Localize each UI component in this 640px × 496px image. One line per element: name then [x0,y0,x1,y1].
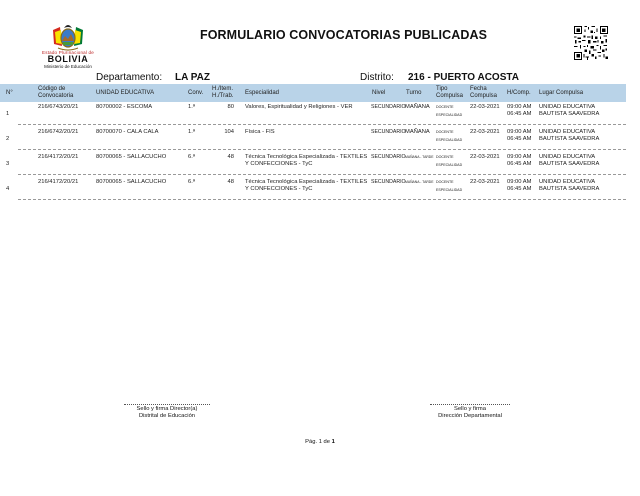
cell-horas: 80 [227,104,234,110]
cell-nivel: SECUNDARIO [371,129,406,135]
row-separator [18,149,626,150]
cell-fecha: 22-03-2021 [470,154,500,160]
cell-tipo: DOCENTE ESPECIALIDAD [436,180,463,192]
signature-left: Sello y firma Director(a) Distrital de Educación [136,406,198,419]
col-codigo: Código de Convocatoria [38,86,74,99]
cell-lugar: UNIDAD EDUCATIVA BAUTISTA SAAVEDRA [539,179,600,192]
table-row [0,179,626,207]
cell-codigo: 216/6742/20/21 [38,129,79,135]
col-hcomp: H/Comp. [507,90,531,96]
cell-tipo: DOCENTE ESPECIALIDAD [436,130,463,142]
table-row [0,104,626,132]
cell-lugar: UNIDAD EDUCATIVA BAUTISTA SAAVEDRA [539,154,600,167]
cell-fecha: 22-03-2021 [470,129,500,135]
signature-right: Sello y firma Dirección Departamental [438,406,502,419]
cell-unidad: 80700070 - CALA CALA [96,129,159,135]
cell-hcomp: 09:00 AM 06:45 AM [507,129,532,142]
cell-conv: 1.ª [188,104,195,110]
cell-conv: 6.ª [188,179,195,185]
cell-conv: 1.ª [188,129,195,135]
cell-nivel: SECUNDARIO [371,179,406,185]
cell-turno: MAÑANA [405,104,430,110]
qr-code-icon [574,26,608,60]
cell-fecha: 22-03-2021 [470,104,500,110]
col-num: N° [6,90,13,96]
cell-nivel: SECUNDARIO [371,154,406,160]
cell-unidad: 80700065 - SALLACUCHO [96,154,167,160]
cell-nivel: SECUNDARIO [371,104,406,110]
col-tipo: Tipo Compulsa [436,86,464,99]
cell-tipo: DOCENTE ESPECIALIDAD [436,155,463,167]
cell-turno: MAÑANA - TARDE [405,155,434,159]
distrito-value: 216 - PUERTO ACOSTA [408,72,519,83]
col-lugar: Lugar Compulsa [539,90,584,96]
cell-conv: 6.ª [188,154,195,160]
cell-especialidad: Física - FIS [245,129,275,135]
cell-unidad: 80700065 - SALLACUCHO [96,179,167,185]
departamento-label: Departamento: [96,72,163,83]
col-conv: Conv. [188,90,204,96]
cell-num: 3 [6,161,10,167]
col-especialidad: Especialidad [245,90,280,96]
cell-num: 1 [6,111,10,117]
col-nivel: Nivel [372,90,386,96]
cell-turno: MAÑANA - TARDE [405,180,434,184]
cell-horas: 104 [224,129,234,135]
row-separator [18,174,626,175]
cell-unidad: 80700002 - ESCOMA [96,104,153,110]
col-unidad: UNIDAD EDUCATIVA [96,90,155,96]
table-row [0,129,626,157]
logo-line1: Estado Plurinacional de [42,50,94,55]
cell-codigo: 216/6743/20/21 [38,104,79,110]
page-title: FORMULARIO CONVOCATORIAS PUBLICADAS [200,28,488,42]
cell-horas: 48 [227,154,234,160]
cell-codigo: 216/4172/20/21 [38,179,79,185]
page-number: Pág. 1 de 1 [305,439,335,445]
cell-fecha: 22-03-2021 [470,179,500,185]
cell-hcomp: 09:00 AM 06:45 AM [507,154,532,167]
cell-hcomp: 09:00 AM 06:45 AM [507,104,532,117]
cell-especialidad: Técnica Tecnológica Especializada - TEXTILES Y CONFECCIONES - TyC [245,179,368,192]
table-header [0,84,626,102]
cell-lugar: UNIDAD EDUCATIVA BAUTISTA SAAVEDRA [539,104,600,117]
cell-tipo: DOCENTE ESPECIALIDAD [436,105,463,117]
col-turno: Turno [406,90,422,96]
logo-line3: Ministerio de Educación [44,64,92,69]
cell-especialidad: Valores, Espiritualidad y Religiones - VER [245,104,353,110]
cell-codigo: 216/4172/20/21 [38,154,79,160]
cell-lugar: UNIDAD EDUCATIVA BAUTISTA SAAVEDRA [539,129,600,142]
signature-line-right [430,404,510,405]
bolivia-ministry-logo [20,22,116,68]
departamento-value: LA PAZ [175,72,210,83]
cell-num: 2 [6,136,10,142]
col-fecha: Fecha Compulsa [470,86,498,99]
table-row [0,154,626,182]
cell-especialidad: Técnica Tecnológica Especializada - TEXTILES Y CONFECCIONES - TyC [245,154,368,167]
cell-hcomp: 09:00 AM 06:45 AM [507,179,532,192]
row-separator [18,199,626,200]
cell-turno: MAÑANA [405,129,430,135]
coat-of-arms-icon [50,22,86,52]
row-separator [18,124,626,125]
signature-line-left [124,404,210,405]
logo-line2: BOLIVIA [47,54,89,64]
distrito-label: Distrito: [360,72,394,83]
col-horas: H./Item. H./Trab. [212,86,234,99]
cell-horas: 48 [227,179,234,185]
cell-num: 4 [6,186,10,192]
